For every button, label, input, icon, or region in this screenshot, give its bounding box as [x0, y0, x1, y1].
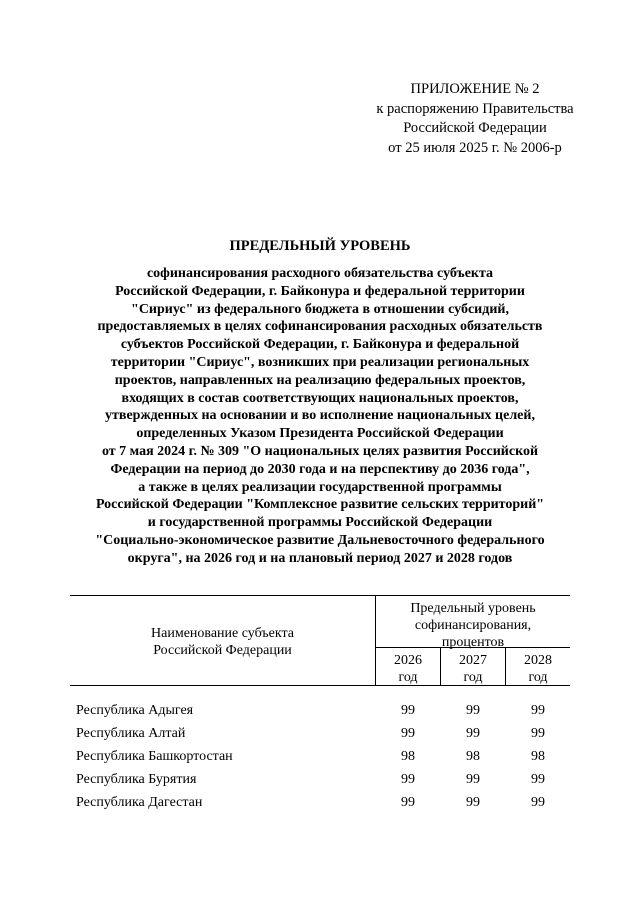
subtitle-line: Федерации на период до 2030 года и на перспективу до 2036 года",	[110, 461, 530, 477]
subject-name: Республика Башкортостан	[76, 749, 233, 764]
subtitle-line: "Сириус" из федерального бюджета в отношении субсидий,	[131, 301, 509, 317]
value-2027: 99	[466, 726, 480, 741]
value-2028: 99	[531, 703, 545, 718]
subtitle-line: входящих в состав соответствующих национальных проектов,	[121, 390, 519, 406]
column-header-year: 2027 год	[459, 653, 487, 685]
subtitle-line: субъектов Российской Федерации, г. Байконура и федеральной	[120, 337, 520, 353]
table-top-rule	[70, 595, 570, 596]
column-header-year: 2026 год	[394, 653, 422, 685]
subtitle-line: определенных Указом Президента Российской Федерации	[136, 426, 504, 442]
appendix-header	[325, 80, 625, 158]
subject-name: Республика Дагестан	[76, 795, 203, 810]
value-2026: 98	[401, 749, 415, 764]
value-2027: 99	[466, 703, 480, 718]
value-2026: 99	[401, 772, 415, 787]
subtitle-line: Российской Федерации, г. Байконура и федеральной территории	[115, 283, 525, 299]
appendix-date: от 25 июля 2025 г. № 2006-р	[388, 139, 562, 156]
value-2026: 99	[401, 795, 415, 810]
appendix-number: ПРИЛОЖЕНИЕ № 2	[410, 81, 540, 97]
subtitle-line: утвержденных на основании и во исполнение национальных целей,	[105, 408, 535, 424]
subtitle-line: предоставляемых в целях софинансирования расходных обязательств	[97, 319, 543, 335]
value-2026: 99	[401, 726, 415, 741]
value-2028: 99	[531, 772, 545, 787]
value-2026: 99	[401, 703, 415, 718]
document-title: ПРЕДЕЛЬНЫЙ УРОВЕНЬ	[229, 238, 411, 254]
subtitle-line: округа", на 2026 год и на плановый период 2027 и 2028 годов	[127, 550, 513, 566]
subtitle-line: и государственной программы Российской Федерации	[147, 515, 493, 531]
subject-name: Республика Адыгея	[76, 703, 194, 718]
subtitle-line: софинансирования расходного обязательства субъекта	[146, 266, 494, 281]
table-row	[70, 701, 570, 721]
column-header-subject: Наименование субъекта Российской Федерации	[151, 626, 294, 658]
value-2028: 98	[531, 749, 545, 764]
subtitle-line: от 7 мая 2024 г. № 309 "О национальных целях развития Российской	[101, 443, 539, 459]
subtitle-line: "Социально-экономическое развитие Дальневосточного федерального	[95, 532, 545, 548]
value-2027: 99	[466, 795, 480, 810]
value-2027: 99	[466, 772, 480, 787]
subtitle-line: Российской Федерации "Комплексное развитие сельских территорий"	[95, 497, 545, 513]
value-2028: 99	[531, 795, 545, 810]
subtitle-line: территории "Сириус", возникших при реализации региональных	[110, 354, 530, 370]
column-header-year: 2028 год	[524, 653, 552, 685]
table-row	[70, 724, 570, 744]
document-subtitle	[0, 265, 640, 568]
table-row	[70, 747, 570, 767]
subtitle-line: проектов, направленных на реализацию федеральных проектов,	[114, 372, 526, 388]
value-2028: 99	[531, 726, 545, 741]
subtitle-line: а также в целях реализации государственной программы	[138, 479, 502, 495]
subject-name: Республика Алтай	[76, 726, 186, 741]
subject-name: Республика Бурятия	[76, 772, 197, 787]
table-row	[70, 793, 570, 813]
appendix-line-1: к распоряжению Правительства	[376, 100, 574, 117]
table-row	[70, 770, 570, 790]
appendix-line-2: Российской Федерации	[403, 120, 547, 136]
column-header-level: Предельный уровень софинансирования, процентов	[410, 601, 536, 650]
value-2027: 98	[466, 749, 480, 764]
